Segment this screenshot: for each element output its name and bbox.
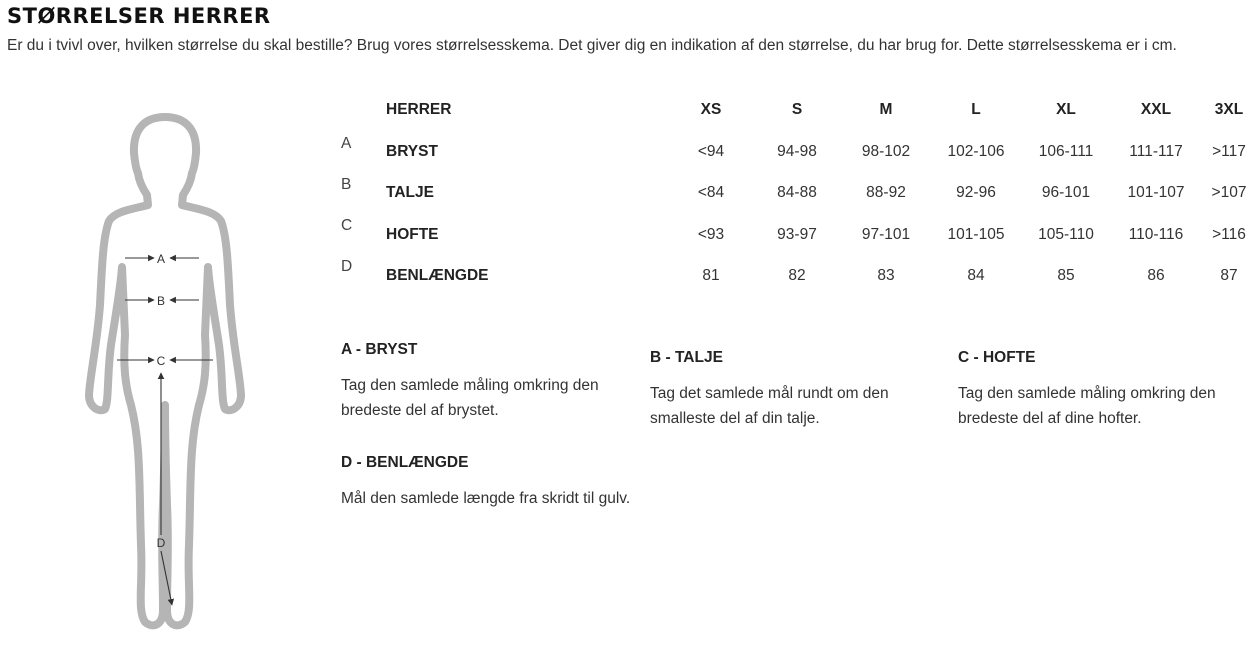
desc-bryst	[341, 341, 631, 423]
table-header-label: HERRER	[386, 101, 452, 118]
size-header-l: L	[971, 101, 981, 118]
table-cell: 81	[702, 267, 720, 284]
table-cell: 102-106	[947, 143, 1005, 160]
table-cell: 92-96	[956, 184, 996, 201]
table-cell: >107	[1211, 184, 1247, 201]
table-cell: 85	[1057, 267, 1075, 284]
table-cell: 96-101	[1041, 184, 1091, 201]
row-label-bryst: BRYST	[386, 143, 438, 160]
table-cell: 106-111	[1038, 143, 1094, 160]
desc-title-hofte: C - HOFTE	[958, 349, 1036, 366]
desc-text-talje: Tag det samlede mål rundt om den smalleste del af din talje.	[650, 385, 889, 427]
size-table	[336, 95, 1257, 295]
row-letter-c: C	[341, 217, 353, 234]
table-cell: 97-101	[861, 226, 911, 243]
table-cell: 101-105	[947, 226, 1005, 243]
table-cell: 94-98	[777, 143, 817, 160]
table-cell: 111-117	[1129, 143, 1183, 160]
row-letter-b: B	[341, 176, 352, 193]
table-cell: 93-97	[777, 226, 817, 243]
row-label-benlaengde: BENLÆNGDE	[386, 267, 489, 284]
row-letter-a: A	[341, 135, 352, 152]
row-letter-d: D	[341, 258, 353, 275]
size-header-3xl: 3XL	[1214, 101, 1244, 118]
table-cell: 84-88	[777, 184, 817, 201]
desc-benlaengde	[341, 454, 631, 511]
table-cell: 83	[877, 267, 895, 284]
table-cell: >117	[1212, 143, 1246, 160]
table-cell: 105-110	[1038, 226, 1094, 243]
figure-label-b: B	[156, 294, 166, 308]
row-label-hofte: HOFTE	[386, 226, 439, 243]
desc-talje	[650, 349, 940, 431]
desc-hofte	[958, 349, 1248, 431]
intro-text: Er du i tvivl over, hvilken størrelse du skal bestille? Brug vores størrelsesskema. Det giver dig en indikation af den størrelse, du har brug for. Dette størrelsesskema er i cm.	[7, 37, 1177, 54]
table-cell: 84	[967, 267, 985, 284]
table-cell: <93	[697, 226, 725, 243]
size-header-xxl: XXL	[1140, 101, 1172, 118]
figure-label-d: D	[156, 536, 166, 550]
table-cell: <84	[697, 184, 725, 201]
table-cell: 82	[788, 267, 806, 284]
size-header-xs: XS	[700, 101, 722, 118]
size-header-m: M	[879, 101, 893, 118]
table-cell: <94	[697, 143, 725, 160]
figure-label-a: A	[156, 252, 166, 266]
desc-title-benlaengde: D - BENLÆNGDE	[341, 454, 469, 471]
page-title: STØRRELSER HERRER	[7, 4, 271, 28]
table-cell: >116	[1212, 226, 1246, 243]
desc-text-benlaengde: Mål den samlede længde fra skridt til gulv.	[341, 490, 631, 507]
table-cell: 110-116	[1128, 226, 1184, 243]
table-cell: 88-92	[866, 184, 906, 201]
row-label-talje: TALJE	[386, 184, 434, 201]
table-cell: 87	[1220, 267, 1238, 284]
size-header-s: S	[791, 101, 803, 118]
table-cell: 101-107	[1127, 184, 1185, 201]
size-header-xl: XL	[1056, 101, 1076, 118]
table-cell: 98-102	[861, 143, 911, 160]
desc-title-bryst: A - BRYST	[341, 341, 418, 358]
table-cell: 86	[1147, 267, 1165, 284]
desc-title-talje: B - TALJE	[650, 349, 723, 366]
desc-text-hofte: Tag den samlede måling omkring den bredeste del af dine hofter.	[958, 385, 1216, 427]
body-figure	[75, 105, 255, 640]
desc-text-bryst: Tag den samlede måling omkring den bredeste del af brystet.	[341, 377, 599, 419]
figure-label-c: C	[156, 354, 166, 368]
